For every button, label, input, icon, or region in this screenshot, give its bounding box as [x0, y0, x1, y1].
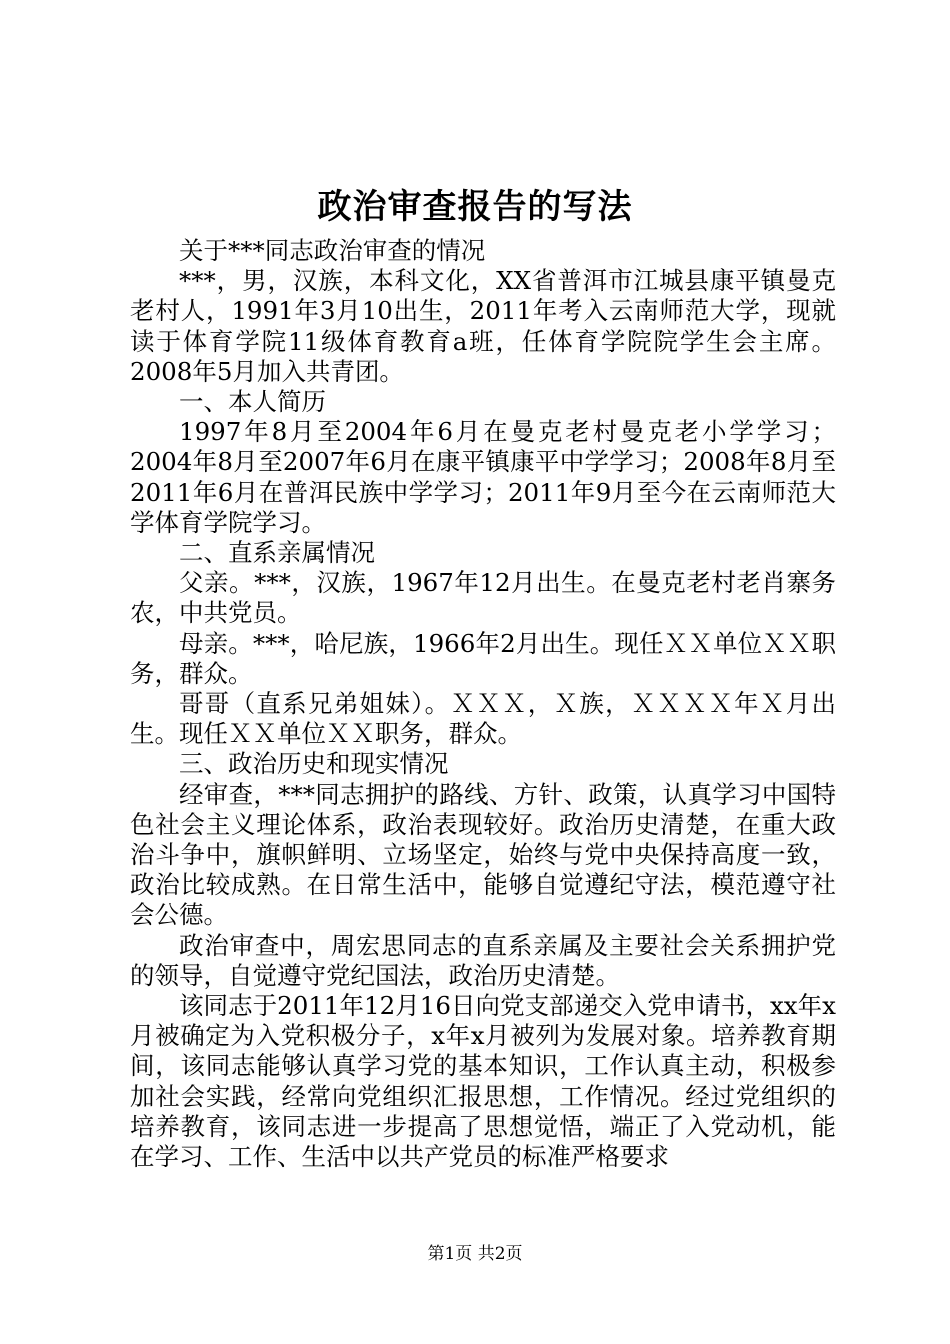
paragraph-mother: 母亲。***，哈尼族，1966年2月出生。现任ＸＸ单位ＸＸ职务，群众。 [130, 628, 836, 688]
paragraph-brother: 哥哥（直系兄弟姐妹）。ＸＸＸ，Ｘ族，ＸＸＸＸ年Ｘ月出生。现任ＸＸ单位ＸＸ职务，群众。 [130, 689, 836, 749]
paragraph-subject: 关于***同志政治审查的情况 [179, 236, 486, 265]
paragraph-resume: 1997年8月至2004年6月在曼克老村曼克老小学学习；2004年8月至2007年6月在康平镇康平中学学习；2008年8月至2011年6月在普洱民族中学学习；2011年9月至今在云南师范大学体育学院学习。 [130, 417, 836, 537]
section-heading-political-history: 三、政治历史和现实情况 [179, 749, 449, 779]
document-title: 政治审查报告的写法 [317, 187, 633, 227]
paragraph-father: 父亲。***，汉族，1967年12月出生。在曼克老村老肖寨务农，中共党员。 [130, 568, 836, 628]
page-number: 第1页 共2页 [427, 1244, 523, 1264]
paragraph-review-result: 经审查，***同志拥护的路线、方针、政策，认真学习中国特色社会主义理论体系，政治表现较好。政治历史清楚，在重大政治斗争中，旗帜鲜明、立场坚定，始终与党中央保持高度一致，政治比较成熟。在日常生活中，能够自觉遵纪守法，模范遵守社会公德。 [130, 779, 836, 930]
document-body [130, 236, 836, 1172]
paragraph-relatives-review: 政治审查中，周宏思同志的直系亲属及主要社会关系拥护党的领导，自觉遵守党纪国法，政治历史清楚。 [130, 930, 836, 990]
section-heading-relatives: 二、直系亲属情况 [179, 538, 375, 568]
paragraph-intro: ***，男，汉族，本科文化，XX省普洱市江城县康平镇曼克老村人，1991年3月10出生，2011年考入云南师范大学，现就读于体育学院11级体育教育a班，任体育学院院学生会主席。2008年5月加入共青团。 [130, 266, 836, 386]
section-heading-resume: 一、本人简历 [179, 387, 326, 417]
paragraph-party-application: 该同志于2011年12月16日向党支部递交入党申请书，xx年x月被确定为入党积极分子，x年x月被列为发展对象。培养教育期间，该同志能够认真学习党的基本知识，工作认真主动，积极参加社会实践，经常向党组织汇报思想，工作情况。经过党组织的培养教育，该同志进一步提高了思想觉悟，端正了入党动机，能在学习、工作、生活中以共产党员的标准严格要求 [130, 991, 836, 1172]
